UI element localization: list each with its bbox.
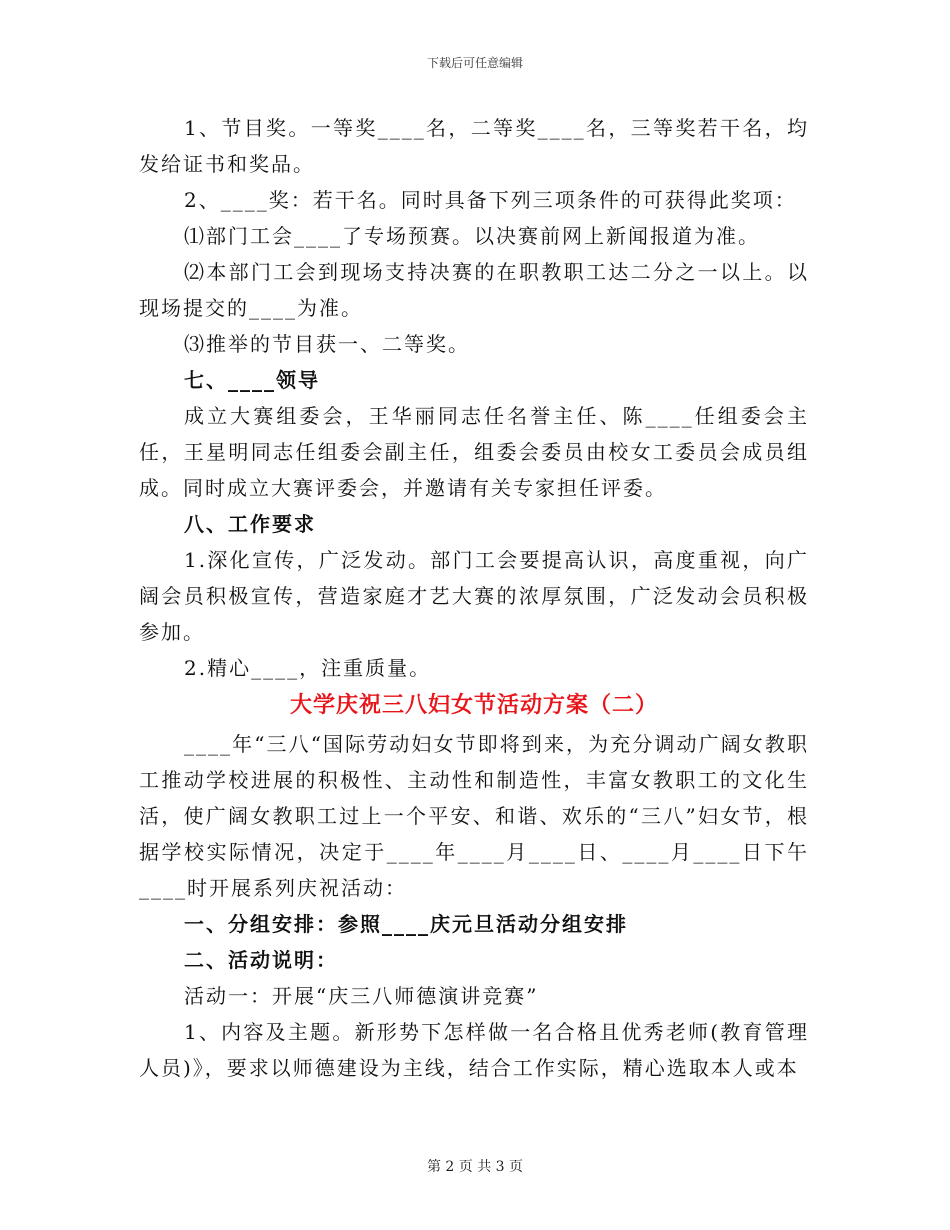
paragraph: 2.精心____，注重质量。: [184, 656, 432, 680]
section-activity-plan: [139, 726, 809, 1086]
section-title: 大学庆祝三八妇女节活动方案（二）: [289, 693, 658, 718]
paragraph: 一、分组安排：参照____庆元旦活动分组安排: [184, 912, 628, 936]
paragraph: 八、工作要求: [184, 512, 316, 536]
paragraph: 1、内容及主题。新形势下怎样做一名合格且优秀老师(教育管理人员)》，要求以师德建设为主线，结合工作实际，精心选取本人或本: [139, 1020, 809, 1080]
page-header: 下载后可任意编辑: [426, 56, 523, 70]
paragraph: 活动一：开展“庆三八师德演讲竞赛”: [184, 984, 539, 1008]
paragraph: ⑵本部门工会到现场支持决赛的在职教职工达二分之一以上。以现场提交的____为准。: [139, 260, 809, 320]
document-body: [139, 110, 809, 1086]
paragraph: 七、____领导: [184, 368, 320, 392]
paragraph: ⑶推举的节目获一、二等奖。: [184, 332, 470, 356]
section-prize-and-requirements: [139, 110, 809, 686]
paragraph: 2、____奖：若干名。同时具备下列三项条件的可获得此奖项：: [184, 188, 797, 212]
paragraph: 1.深化宣传，广泛发动。部门工会要提高认识，高度重视，向广阔会员积极宣传，营造家庭才艺大赛的浓厚氛围，广泛发动会员积极参加。: [139, 548, 809, 644]
paragraph: ⑴部门工会____了专场预赛。以决赛前网上新闻报道为准。: [184, 224, 760, 248]
paragraph: 成立大赛组委会，王华丽同志任名誉主任、陈____任组委会主任，王星明同志任组委会副主任，组委会委员由校女工委员会成员组成。同时成立大赛评委会，并邀请有关专家担任评委。: [139, 404, 809, 500]
paragraph: 二、活动说明：: [184, 948, 338, 972]
page-footer: 第 2 页 共 3 页: [426, 1159, 524, 1175]
paragraph: 1、节目奖。一等奖____名，二等奖____名，三等奖若干名，均发给证书和奖品。: [139, 116, 809, 176]
paragraph: ____年“三八“国际劳动妇女节即将到来，为充分调动广阔女教职工推动学校进展的积极性、主动性和制造性，丰富女教职工的文化生活，使广阔女教职工过上一个平安、和谐、欢乐的“三八”妇女节，根据学校实际情况，决定于____年____月____日、____月____日下午____时开展系列庆祝活动：: [139, 732, 809, 900]
